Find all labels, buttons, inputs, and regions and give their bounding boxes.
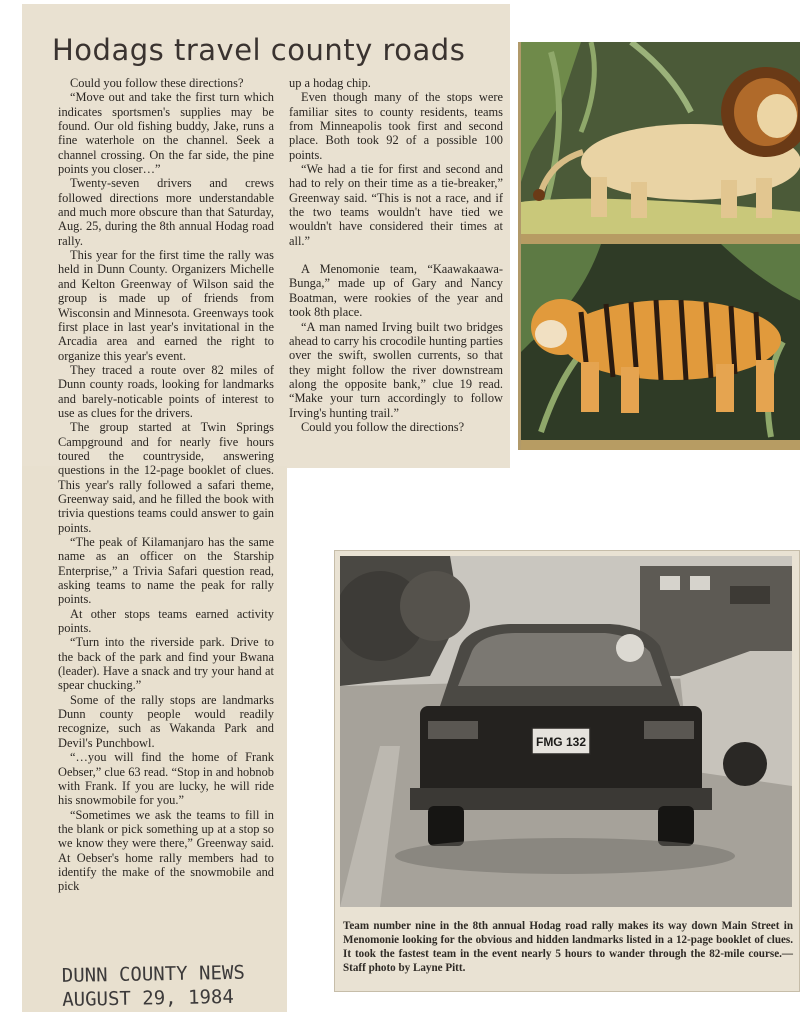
- photo-svg: [340, 556, 792, 907]
- paragraph: The group started at Twin Springs Campground and for nearly five hours toured the countryside, answering questions in the 12-page booklet of clues. This year's rally followed a safari theme, Greenway said, and he filled the book with trivia questions teams could answer to gain points.: [58, 420, 274, 535]
- paragraph: Some of the rally stops are landmarks Dunn county people would readily recognize, such as Wakanda Park and Devil's Punchbowl.: [58, 692, 274, 750]
- article-column-2: [289, 76, 503, 461]
- illustration-svg: [521, 42, 800, 450]
- handwritten-source-note: [62, 960, 283, 1012]
- paragraph: “…you will find the home of Frank Oebser,” clue 63 read. “Stop in and hobnob with Frank. If you are lucky, he will ride his snowmobile for you.”: [58, 750, 274, 808]
- paragraph: “Move out and take the first turn which indicates sportsmen's supplies may be found. Our old fishing buddy, Jake, runs a fine waterhole on the channel. Seek a channel crossing. On the far side, the pine points you closer…”: [58, 90, 274, 177]
- paragraph: At other stops teams earned activity points.: [58, 606, 274, 636]
- handwritten-date: AUGUST 29, 1984: [62, 985, 234, 1011]
- article-column-1: [58, 76, 274, 1006]
- article-headline: Hodags travel county roads: [52, 33, 466, 68]
- paragraph: Could you follow these directions?: [70, 76, 244, 90]
- paragraph: Could you follow the directions?: [301, 419, 465, 434]
- photo-clipping: [334, 550, 800, 992]
- paragraph: They traced a route over 82 miles of Dunn county roads, looking for landmarks and barely-noticable points of interest to use as clues for the drivers.: [58, 362, 274, 420]
- license-plate-text: FMG 132: [535, 735, 587, 749]
- paragraph: “The peak of Kilamanjaro has the same name as an officer on the Starship Enterprise,” a Trivia Safari question read, asking teams to name the peak for rally points.: [58, 535, 274, 607]
- paragraph: “Sometimes we ask the teams to fill in the blank or pick something up at a stop so we know they were there,” Greenway said. At Oebser's home rally members had to identify the make of the snowmobile and pick: [58, 807, 274, 894]
- rally-car-photo: [340, 556, 792, 907]
- paragraph: A Menomonie team, “Kaawakaawa-Bunga,” made up of Gary and Nancy Boatman, were rookies of the year and took 8th place.: [289, 262, 503, 320]
- paragraph: “We had a tie for first and second and had to rely on their time as a tie-breaker,” Greenway said. “This is not a race, and if the two teams wouldn't have tied we wouldn't have considered their times at all.”: [289, 162, 503, 248]
- paragraph: “A man named Irving built two bridges ahead to carry his crocodile hunting parties over the swift, swollen currents, so that they might follow the river downstream along the opposite bank,” clue 19 read. “Make your turn accordingly to follow Irving's hunting trail.”: [289, 319, 504, 420]
- paragraph: Even though many of the stops were familiar sites to county residents, teams from Minneapolis took first and second place. Both took 92 of a possible 100 points.: [289, 90, 503, 162]
- photo-caption: Team number nine in the 8th annual Hodag road rally makes its way down Main Street in Menomonie looking for the obvious and hidden landmarks listed in a 12-page booklet of clues. It took the fastest team in the event nearly 5 hours to wander through the 82-mile course.—Staff photo by Layne Pitt.: [343, 920, 793, 974]
- paragraph: up a hodag chip.: [289, 76, 371, 90]
- paragraph: Twenty-seven drivers and crews followed directions more understandable and much more obscure than that Saturday, Aug. 25, during the 8th annual Hodag road rally.: [58, 176, 274, 248]
- paragraph: “Turn into the riverside park. Drive to the back of the park and find your Bwana (leader). Have a snack and try your hand at spear chucking.”: [58, 635, 274, 693]
- handwritten-publication: DUNN COUNTY NEWS: [61, 961, 246, 987]
- paragraph: This year for the first time the rally was held in Dunn County. Organizers Michelle and Kelton Greenway of Wilson said the group is made up of friends from Wisconsin and Minnesota. Greenways took first place in last year's invitational in the Arcadia area and earned the right to organize this year's event.: [58, 248, 274, 363]
- safari-illustration: [518, 42, 800, 450]
